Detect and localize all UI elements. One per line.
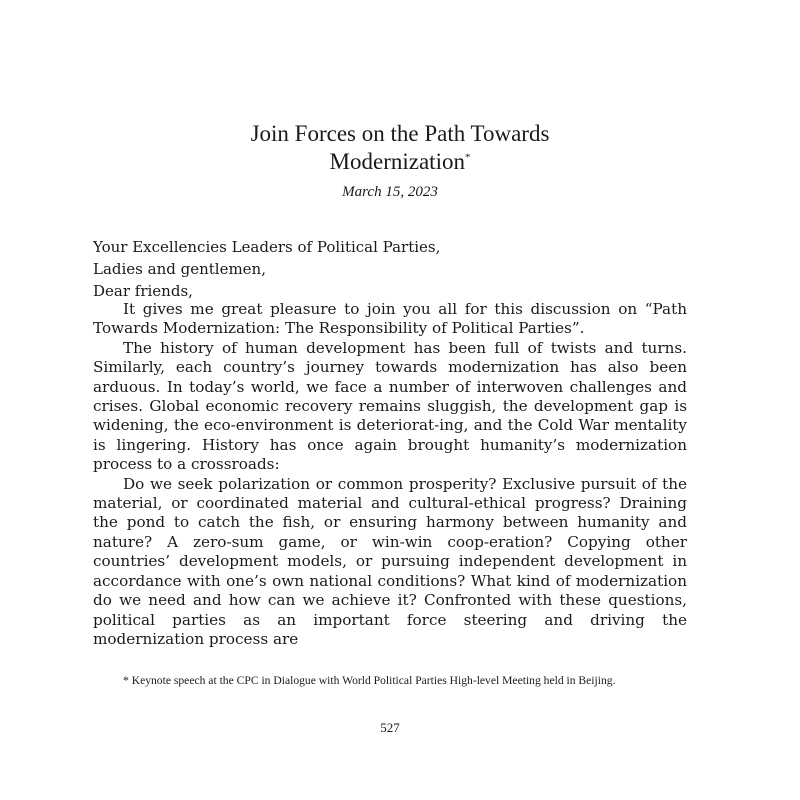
paragraph: It gives me great pleasure to join you all for this discussion on “Path Towards Modernization: The Responsibility of Political Parties”.	[93, 300, 687, 338]
body-text	[93, 300, 687, 649]
salutation-line: Your Excellencies Leaders of Political Parties,	[93, 238, 441, 256]
speech-date: March 15, 2023	[342, 184, 438, 200]
page-title	[0, 120, 800, 176]
footnote: * Keynote speech at the CPC in Dialogue with World Political Parties High-level Meeting held in Beijing.	[123, 674, 616, 687]
salutation-line: Dear friends,	[93, 282, 193, 300]
title-line-1: Join Forces on the Path Towards	[250, 121, 550, 146]
salutation	[93, 236, 440, 302]
paragraph: Do we seek polarization or common prosperity? Exclusive pursuit of the material, or coordinated material and cultural-ethical progress? Draining the pond to catch the fish, or ensuring harmony between humanity and nature? A zero-sum game, or win-win coop-eration? Copying other countries’ development models, or pursuing independent development in accordance with one’s own national conditions? What kind of modernization do we need and how can we achieve it? Confronted with these questions, political parties as an important force steering and driving the modernization process are	[93, 474, 687, 648]
page-number: 527	[380, 720, 400, 735]
salutation-line: Ladies and gentlemen,	[93, 260, 266, 278]
paragraph: The history of human development has been full of twists and turns. Similarly, each country’s journey towards modernization has also been arduous. In today’s world, we face a number of interwoven challenges and crises. Global economic recovery remains sluggish, the development gap is widening, the eco-environment is deteriorat-ing, and the Cold War mentality is lingering. History has once again brought humanity’s modernization process to a crossroads:	[93, 338, 687, 474]
title-footnote-mark: *	[464, 151, 471, 164]
title-line-2: Modernization	[329, 149, 465, 174]
